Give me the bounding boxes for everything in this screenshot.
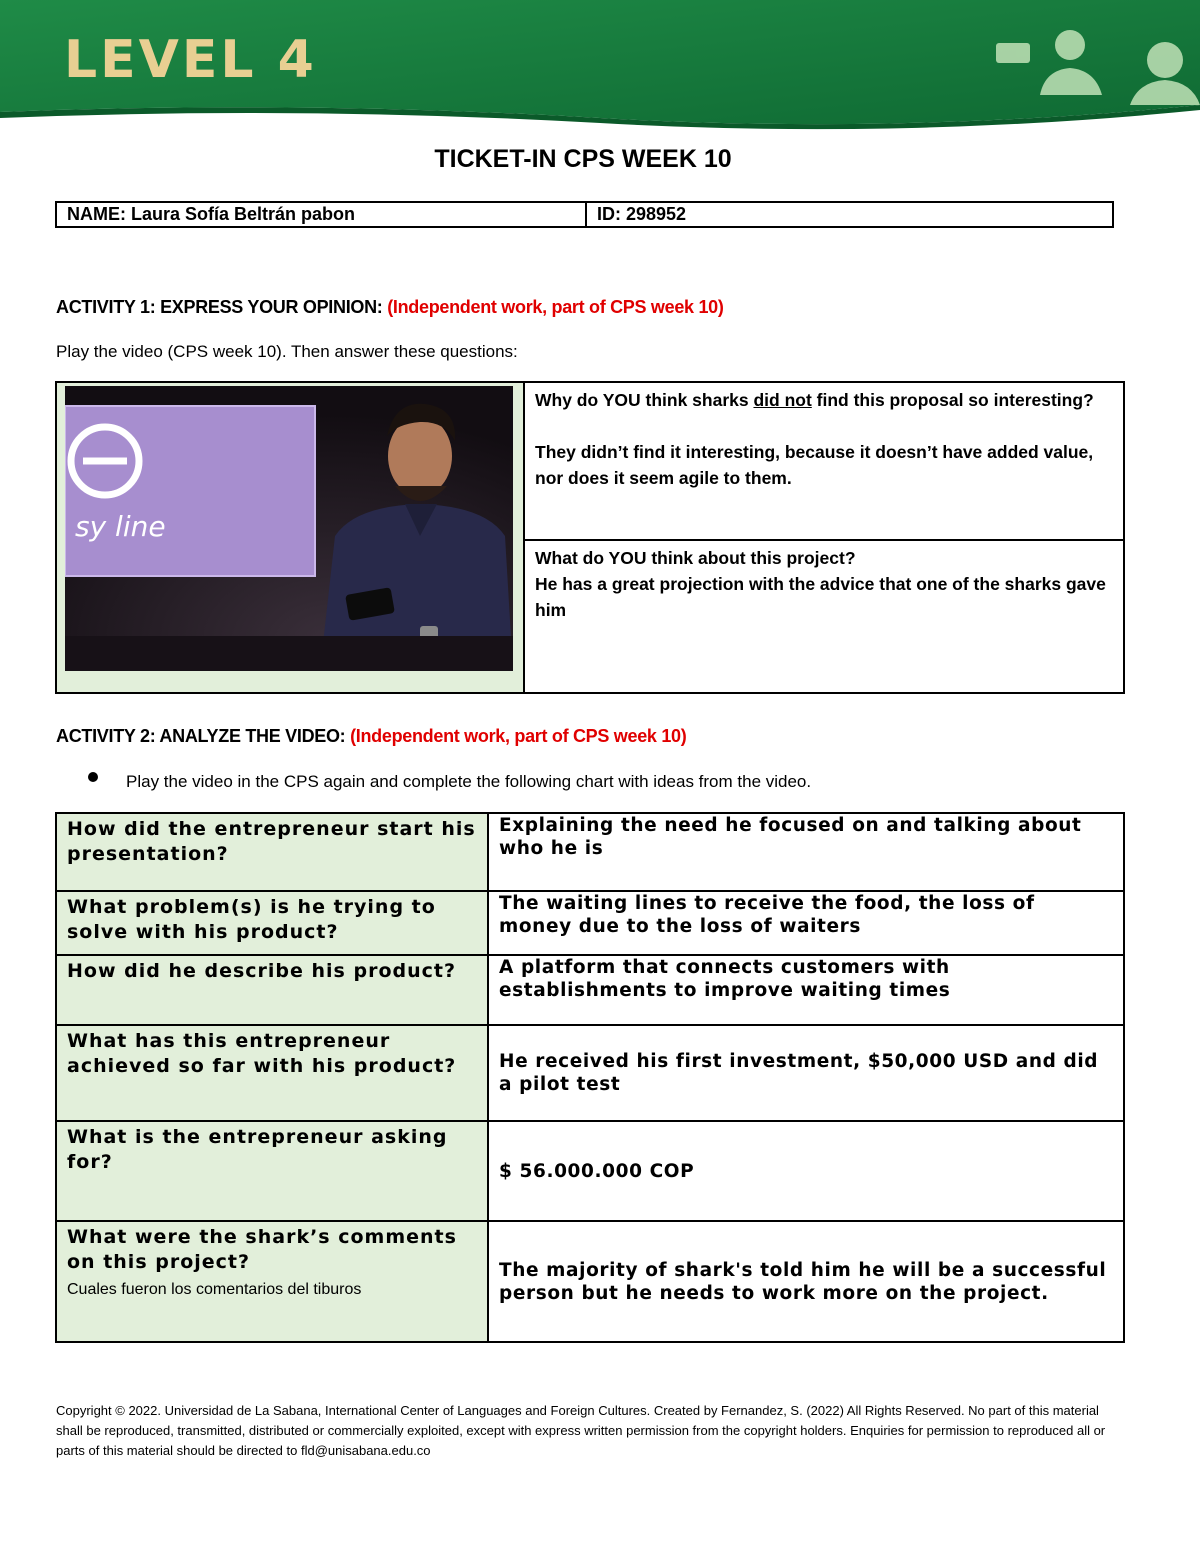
answer2[interactable]: He has a great projection with the advice that one of the sharks gave him: [535, 574, 1106, 620]
answer-cell[interactable]: Explaining the need he focused on and talking about who he is: [488, 813, 1124, 891]
activity2-instruction: Play the video in the CPS again and complete the following chart with ideas from the video.: [126, 772, 812, 791]
table-row: [56, 1221, 1124, 1342]
question-cell: What has this entrepreneur achieved so far with his product?: [56, 1025, 488, 1121]
question1-cell: [525, 383, 1123, 541]
answer-cell[interactable]: He received his first investment, $50,000 USD and did a pilot test: [488, 1025, 1124, 1121]
activity2-heading-note: (Independent work, part of CPS week 10): [350, 726, 687, 746]
table-row: [56, 1025, 1124, 1121]
answer-cell[interactable]: A platform that connects customers with establishments to improve waiting times: [488, 955, 1124, 1025]
table-row: [56, 891, 1124, 955]
activity1-table: [55, 381, 1125, 694]
video-thumbnail[interactable]: [65, 386, 513, 671]
question-cell: [56, 1221, 488, 1342]
student-id: ID: 298952: [597, 204, 687, 224]
student-name: NAME: Laura Sofía Beltrán pabon: [57, 203, 587, 226]
question-cell: How did the entrepreneur start his presentation?: [56, 813, 488, 891]
analysis-table: [55, 812, 1125, 1343]
activity1-heading: [56, 297, 724, 318]
table-row: [56, 1121, 1124, 1221]
table-row: [56, 813, 1124, 891]
question-text: What were the shark’s comments on this project?: [67, 1226, 457, 1273]
answer-cell[interactable]: $ 56.000.000 COP: [488, 1121, 1124, 1221]
bullet-icon: [88, 772, 98, 782]
answer1[interactable]: They didn’t find it interesting, because it doesn’t have added value, nor does it seem agile to them.: [535, 442, 1094, 488]
question-cell: What is the entrepreneur asking for?: [56, 1121, 488, 1221]
question-cell: How did he describe his product?: [56, 955, 488, 1025]
question2: What do YOU think about this project?: [535, 548, 856, 568]
table-row: [56, 955, 1124, 1025]
answer-cell[interactable]: The waiting lines to receive the food, the loss of money due to the loss of waiters: [488, 891, 1124, 955]
level-title: LEVEL 4: [64, 30, 317, 90]
question-note: Cuales fueron los comentarios del tiburos: [67, 1281, 362, 1298]
activity1-heading-text: ACTIVITY 1: EXPRESS YOUR OPINION:: [56, 297, 388, 317]
activity2-heading: [56, 726, 686, 747]
student-info-table: [55, 201, 1114, 228]
video-logo-text: sy line: [75, 510, 166, 543]
question1: Why do YOU think sharks did not find this proposal so interesting?: [535, 390, 1094, 410]
activity2-heading-text: ACTIVITY 2: ANALYZE THE VIDEO:: [56, 726, 351, 746]
question2-cell: [525, 543, 1123, 692]
level-banner: [0, 0, 1200, 132]
copyright-footer: Copyright © 2022. Universidad de La Sabana, International Center of Languages and Foreign Cultures. Created by Fernandez, S. (2022) All Rights Reserved. No part of this material shall be reproduced, transmitted, distributed or commercially exploited, except with express written permission from the copyright holders. Enquiries for permission to reproduced all or parts of this material should be directed to fld@unisabana.edu.co: [56, 1403, 1106, 1458]
video-cell: [57, 383, 525, 692]
activity1-heading-note: (Independent work, part of CPS week 10): [387, 297, 724, 317]
question-cell: What problem(s) is he trying to solve with his product?: [56, 891, 488, 955]
activity1-instruction: Play the video (CPS week 10). Then answer these questions:: [56, 342, 518, 361]
answer-cell[interactable]: The majority of shark's told him he will be a successful person but he needs to work more on the project.: [488, 1221, 1124, 1342]
page-title: TICKET-IN CPS WEEK 10: [434, 145, 732, 173]
